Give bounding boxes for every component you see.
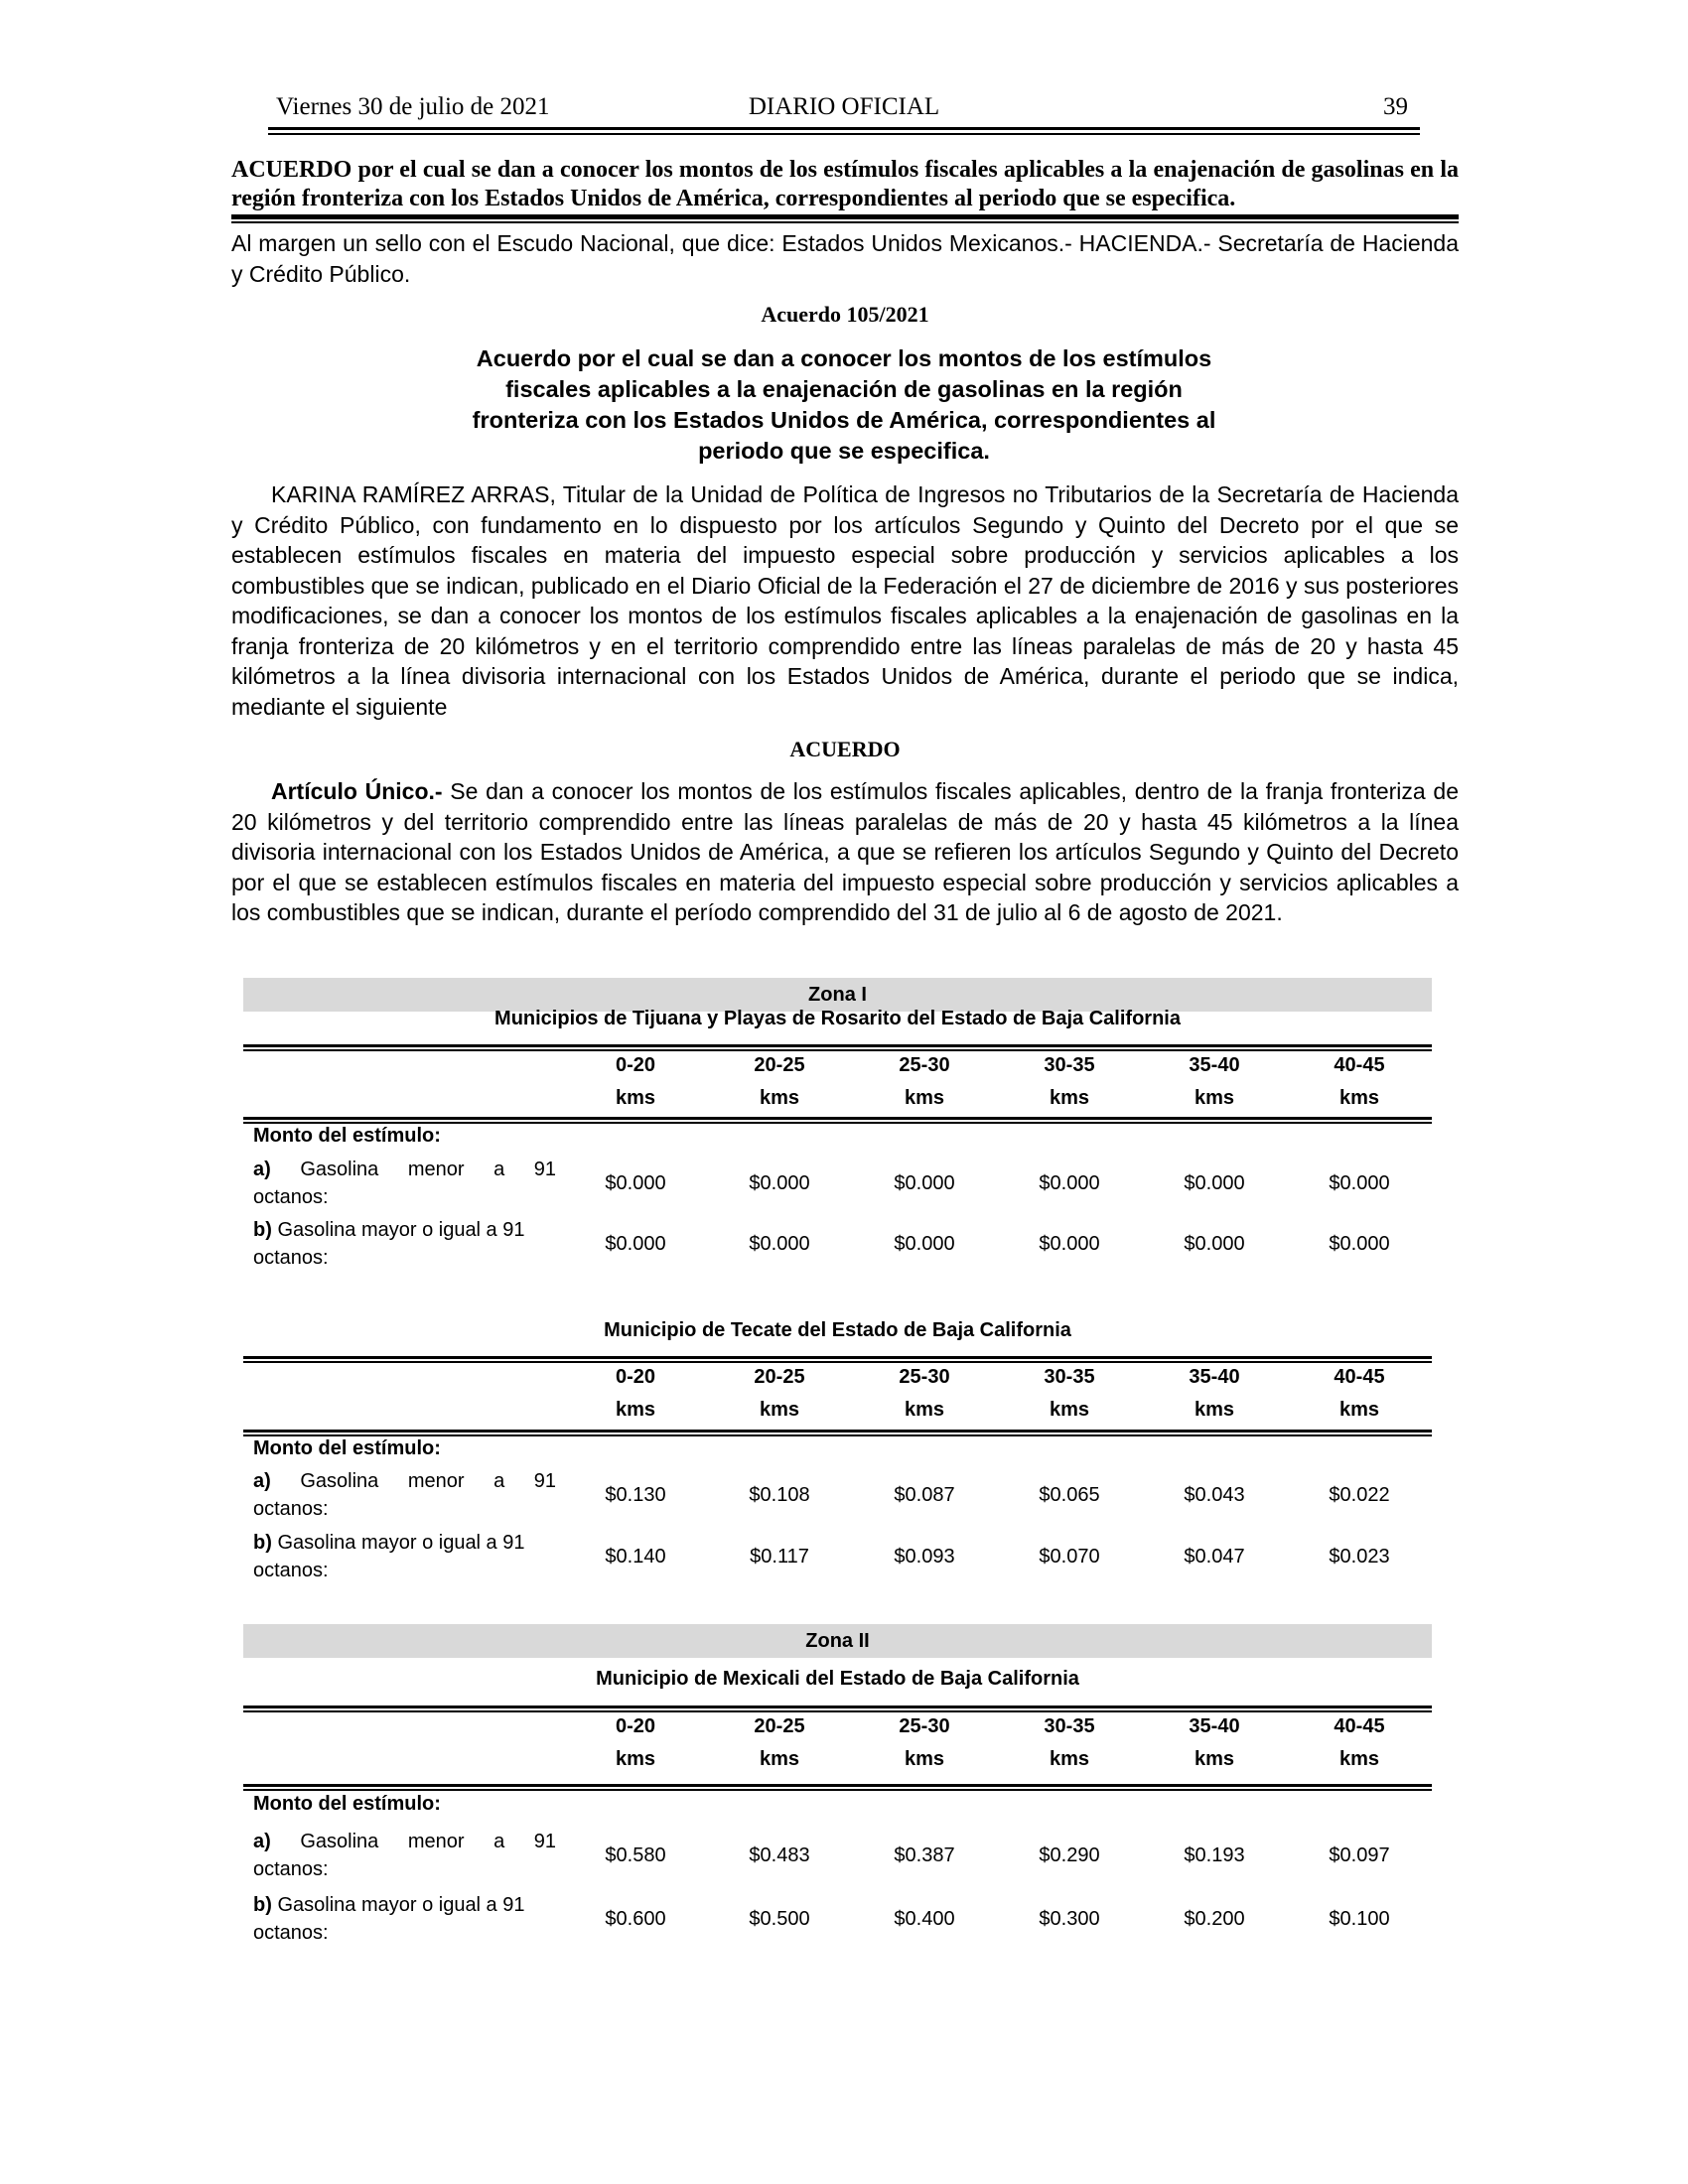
col-header: 25-30 kms: [899, 1054, 950, 1109]
value-cell: $0.087: [894, 1484, 955, 1506]
col-header: 30-35 kms: [1044, 1054, 1095, 1109]
municipality-title: Municipio de Tecate del Estado de Baja California: [604, 1319, 1071, 1341]
value-cell: $0.600: [605, 1908, 666, 1930]
col-header: 20-25 kms: [754, 1366, 805, 1421]
col-header: 20-25 kms: [754, 1054, 805, 1109]
col-header: 35-40 kms: [1189, 1715, 1240, 1770]
value-cell: $0.000: [1329, 1233, 1390, 1255]
value-cell: $0.108: [749, 1484, 810, 1506]
value-cell: $0.047: [1184, 1546, 1245, 1568]
col-header: 35-40 kms: [1189, 1366, 1240, 1421]
value-cell: $0.000: [749, 1233, 810, 1255]
table-rule: [243, 1117, 1432, 1124]
agreement-number: Acuerdo 105/2021: [761, 302, 929, 327]
article-text: Se dan a conocer los montos de los estímulos fiscales aplicables, dentro de la franja fronteriza de 20 kilómetros y del territorio comprendido entre las líneas paralelas de más de 20 y hasta 45 kilómetros a la línea divisoria internacional con los Estados Unidos de América, a que se refieren los artículos Segundo y Quinto del Decreto por el que se establecen estímulos fiscales en materia del impuesto especial sobre producción y servicios aplicables a los combustibles que se indican, durante el período comprendido del 31 de julio al 6 de agosto de 2021.: [231, 778, 1459, 925]
row-group-label: Monto del estímulo:: [253, 1437, 441, 1459]
zone-header: Zona II: [243, 1624, 1432, 1658]
section-heading: ACUERDO: [789, 737, 901, 761]
value-cell: $0.000: [894, 1172, 955, 1194]
article-paragraph: [231, 776, 1459, 928]
value-cell: $0.043: [1184, 1484, 1245, 1506]
value-cell: $0.300: [1039, 1908, 1100, 1930]
value-cell: $0.000: [1329, 1172, 1390, 1194]
row-label-b: b) Gasolina mayor o igual a 91 octanos:: [253, 1532, 525, 1581]
row-label-a: a) Gasolina menor a 91 octanos:: [253, 1470, 556, 1520]
value-cell: $0.140: [605, 1546, 666, 1568]
value-cell: $0.070: [1039, 1546, 1100, 1568]
value-cell: $0.400: [894, 1908, 955, 1930]
value-cell: $0.117: [750, 1546, 809, 1568]
running-header: [268, 93, 1420, 123]
margin-note: Al margen un sello con el Escudo Nacional, que dice: Estados Unidos Mexicanos.- HACIENDA.- Secretaría de Hacienda y Crédito Público.: [231, 230, 1459, 287]
header-rule: [268, 127, 1420, 135]
value-cell: $0.000: [605, 1233, 666, 1255]
value-cell: $0.387: [894, 1844, 955, 1866]
table-rule: [243, 1430, 1432, 1436]
issue-date: Viernes 30 de julio de 2021: [276, 93, 550, 120]
value-cell: $0.130: [605, 1484, 666, 1506]
col-header: 0-20 kms: [615, 1715, 656, 1770]
col-header: 20-25 kms: [754, 1715, 805, 1770]
subtitle-line: Acuerdo por el cual se dan a conocer los montos de los estímulos: [476, 345, 1212, 371]
agreement-subtitle: [437, 343, 1251, 467]
publication-name: DIARIO OFICIAL: [748, 93, 940, 120]
col-header: 0-20 kms: [615, 1366, 656, 1421]
zone-header: Zona I: [243, 978, 1432, 1012]
row-label-b: b) Gasolina mayor o igual a 91 octanos:: [253, 1894, 525, 1944]
subtitle-line: fiscales aplicables a la enajenación de gasolinas en la región: [505, 376, 1183, 402]
value-cell: $0.065: [1039, 1484, 1100, 1506]
value-cell: $0.000: [1184, 1233, 1245, 1255]
row-label-b: b) Gasolina mayor o igual a 91 octanos:: [253, 1219, 525, 1269]
value-cell: $0.193: [1184, 1844, 1245, 1866]
value-cell: $0.483: [749, 1844, 810, 1866]
row-group-label: Monto del estímulo:: [253, 1125, 441, 1147]
subtitle-line: periodo que se especifica.: [698, 438, 990, 464]
article-label: Artículo Único.-: [271, 778, 443, 804]
value-cell: $0.000: [1184, 1172, 1245, 1194]
row-label-a: a) Gasolina menor a 91 octanos:: [253, 1831, 556, 1880]
col-header: 40-45 kms: [1334, 1715, 1385, 1770]
col-header: 30-35 kms: [1044, 1715, 1095, 1770]
value-cell: $0.000: [1039, 1172, 1100, 1194]
col-header: 25-30 kms: [899, 1366, 950, 1421]
municipality-title: Municipio de Mexicali del Estado de Baja California: [596, 1668, 1079, 1690]
value-cell: $0.000: [1039, 1233, 1100, 1255]
page-number: 39: [1383, 93, 1408, 120]
col-header: 0-20 kms: [615, 1054, 656, 1109]
value-cell: $0.290: [1039, 1844, 1100, 1866]
row-label-a: a) Gasolina menor a 91 octanos:: [253, 1159, 556, 1208]
value-cell: $0.000: [749, 1172, 810, 1194]
value-cell: $0.500: [749, 1908, 810, 1930]
title-rule: [231, 214, 1459, 219]
value-cell: $0.100: [1329, 1908, 1390, 1930]
value-cell: $0.093: [894, 1546, 955, 1568]
title-rule-thin: [231, 221, 1459, 223]
subtitle-line: fronteriza con los Estados Unidos de América, correspondientes al: [472, 407, 1216, 433]
preamble-paragraph: KARINA RAMÍREZ ARRAS, Titular de la Unidad de Política de Ingresos no Tributarios de la Secretaría de Hacienda y Crédito Público, con fundamento en lo dispuesto por los artículos Segundo y Quinto del Decreto por el que se establecen estímulos fiscales en materia del impuesto especial sobre producción y servicios aplicables a los combustibles que se indican, publicado en el Diario Oficial de la Federación el 27 de diciembre de 2016 y sus posteriores modificaciones, se dan a conocer los montos de los estímulos fiscales aplicables a la enajenación de gasolinas en la franja fronteriza de 20 kilómetros y en el territorio comprendido entre las líneas paralelas de más de 20 y hasta 45 kilómetros a la línea divisoria internacional con los Estados Unidos de América, durante el periodo que se indica, mediante el siguiente: [231, 481, 1459, 720]
col-header: 40-45 kms: [1334, 1054, 1385, 1109]
value-cell: $0.022: [1329, 1484, 1390, 1506]
value-cell: $0.000: [605, 1172, 666, 1194]
value-cell: $0.097: [1329, 1844, 1390, 1866]
municipality-title: Municipios de Tijuana y Playas de Rosarito del Estado de Baja California: [494, 1008, 1181, 1029]
col-header: 35-40 kms: [1189, 1054, 1240, 1109]
value-cell: $0.023: [1329, 1546, 1390, 1568]
value-cell: $0.000: [894, 1233, 955, 1255]
col-header: 25-30 kms: [899, 1715, 950, 1770]
col-header: 40-45 kms: [1334, 1366, 1385, 1421]
value-cell: $0.580: [605, 1844, 666, 1866]
document-title: ACUERDO por el cual se dan a conocer los montos de los estímulos fiscales aplicables a la enajenación de gasolinas en la región fronteriza con los Estados Unidos de América, correspondientes al periodo que se especifica.: [231, 157, 1459, 211]
col-header: 30-35 kms: [1044, 1366, 1095, 1421]
row-group-label: Monto del estímulo:: [253, 1793, 441, 1815]
table-rule: [243, 1784, 1432, 1791]
value-cell: $0.200: [1184, 1908, 1245, 1930]
